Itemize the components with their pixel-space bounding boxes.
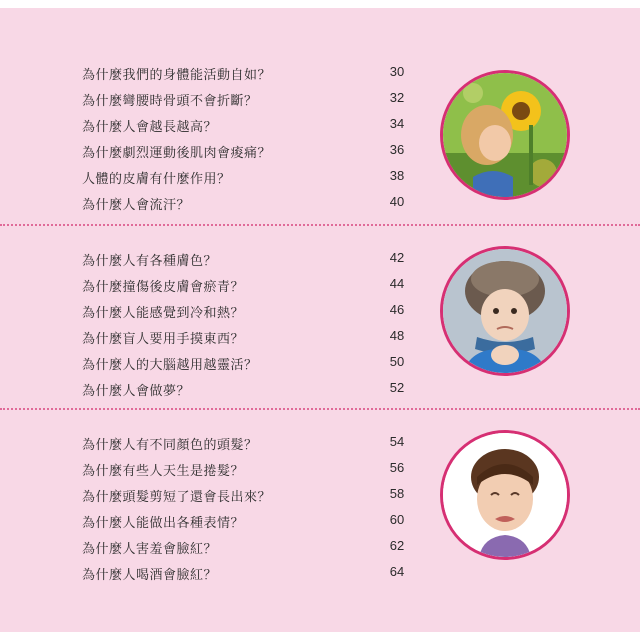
toc-entry-title: 為什麼人能感覺到冷和熱？ bbox=[82, 306, 245, 321]
toc-entry-title: 為什麼人喝酒會臉紅？ bbox=[82, 568, 218, 583]
sunflower-child-photo bbox=[440, 70, 570, 200]
toc-entry[interactable] bbox=[82, 508, 405, 534]
toc-entry[interactable] bbox=[82, 534, 405, 560]
toc-entry[interactable] bbox=[82, 272, 405, 298]
toc-entry-page: 58 bbox=[389, 486, 405, 501]
toc-entry-page: 40 bbox=[389, 194, 405, 209]
toc-entry-title: 人體的皮膚有什麼作用？ bbox=[82, 172, 231, 187]
toc-page bbox=[0, 8, 640, 632]
toc-entry[interactable] bbox=[82, 430, 405, 456]
toc-entry[interactable] bbox=[82, 560, 405, 586]
toc-entry-page: 30 bbox=[389, 64, 405, 79]
toc-entry[interactable] bbox=[82, 138, 405, 164]
toc-entry-title: 為什麼人害羞會臉紅？ bbox=[82, 542, 218, 557]
toc-entry-title: 為什麼彎腰時骨頭不會折斷？ bbox=[82, 94, 258, 109]
winter-child-photo bbox=[440, 246, 570, 376]
toc-entry-title: 為什麼撞傷後皮膚會瘀青？ bbox=[82, 280, 245, 295]
toc-entry-page: 48 bbox=[389, 328, 405, 343]
toc-entry-title: 為什麼人有不同顏色的頭髮？ bbox=[82, 438, 258, 453]
toc-entry-title: 為什麼人會做夢？ bbox=[82, 384, 191, 399]
toc-entry-page: 46 bbox=[389, 302, 405, 317]
toc-entry-page: 34 bbox=[389, 116, 405, 131]
toc-entry-page: 56 bbox=[389, 460, 405, 475]
toc-entry-title: 為什麼人有各種膚色？ bbox=[82, 254, 218, 269]
toc-entry-title: 為什麼劇烈運動後肌肉會痠痛？ bbox=[82, 146, 272, 161]
toc-entry-title: 為什麼有些人天生是捲髮？ bbox=[82, 464, 245, 479]
toc-entry-page: 50 bbox=[389, 354, 405, 369]
toc-entry-title: 為什麼盲人要用手摸東西？ bbox=[82, 332, 245, 347]
toc-entry-page: 42 bbox=[389, 250, 405, 265]
toc-entry[interactable] bbox=[82, 298, 405, 324]
toc-entry[interactable] bbox=[82, 190, 405, 216]
toc-entry-page: 52 bbox=[389, 380, 405, 395]
section-divider bbox=[0, 408, 640, 410]
toc-entry-page: 54 bbox=[389, 434, 405, 449]
section-divider bbox=[0, 224, 640, 226]
toc-entry-page: 38 bbox=[389, 168, 405, 183]
toc-entry[interactable] bbox=[82, 376, 405, 402]
toc-entry-page: 60 bbox=[389, 512, 405, 527]
toc-entry-title: 為什麼我們的身體能活動自如？ bbox=[82, 68, 272, 83]
toc-entry[interactable] bbox=[82, 86, 405, 112]
toc-entry-title: 為什麼人會流汗？ bbox=[82, 198, 191, 213]
toc-entry-page: 64 bbox=[389, 564, 405, 579]
toc-entry[interactable] bbox=[82, 482, 405, 508]
toc-entry-page: 44 bbox=[389, 276, 405, 291]
toc-entry[interactable] bbox=[82, 350, 405, 376]
toc-entry[interactable] bbox=[82, 246, 405, 272]
toc-entry[interactable] bbox=[82, 164, 405, 190]
toc-entry[interactable] bbox=[82, 60, 405, 86]
toc-entry-page: 62 bbox=[389, 538, 405, 553]
toc-entry-page: 36 bbox=[389, 142, 405, 157]
toc-entry-title: 為什麼人的大腦越用越靈活？ bbox=[82, 358, 258, 373]
toc-entry[interactable] bbox=[82, 324, 405, 350]
toc-entry-page: 32 bbox=[389, 90, 405, 105]
toc-entry-title: 為什麼人能做出各種表情？ bbox=[82, 516, 245, 531]
toc-entry-title: 為什麼頭髮剪短了還會長出來？ bbox=[82, 490, 272, 505]
toc-entry-title: 為什麼人會越長越高？ bbox=[82, 120, 218, 135]
toc-entry[interactable] bbox=[82, 112, 405, 138]
toc-entry[interactable] bbox=[82, 456, 405, 482]
crying-child-photo bbox=[440, 430, 570, 560]
